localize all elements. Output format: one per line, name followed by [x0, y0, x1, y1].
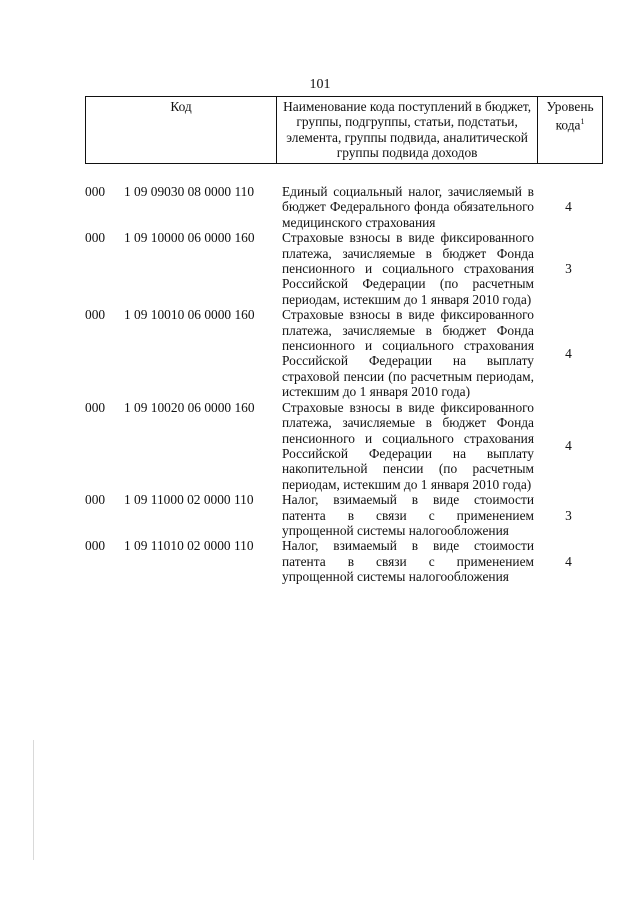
- header-level: Уровень кода: [546, 99, 594, 133]
- admin-code: 000: [85, 492, 106, 508]
- code-level: 4: [565, 199, 572, 215]
- code-level: 3: [565, 507, 572, 523]
- header-code: Код: [86, 97, 277, 164]
- table-row: [85, 307, 603, 399]
- table-row: [85, 400, 603, 492]
- header-level-footnote: 1: [580, 117, 585, 127]
- revenue-name: Страховые взносы в виде фиксированного платежа, зачисляемые в бюджет Фонда пенсионного и социального страхования Российской Федерации на выплату страховой пенсии (по расчетным периодам, истекшим до 1 января 2010 года): [282, 307, 534, 400]
- table-header: [85, 96, 603, 164]
- code-level: 4: [565, 345, 572, 361]
- code-level: 3: [565, 261, 572, 277]
- revenue-code: 1 09 11010 02 0000 110: [124, 538, 254, 554]
- revenue-code: 1 09 09030 08 0000 110: [124, 184, 255, 199]
- header-name: Наименование кода поступлений в бюджет, группы, подгруппы, статьи, подстатьи, элемента, группы подвида, аналитической группы подвида доходов: [277, 97, 538, 164]
- revenue-name: Страховые взносы в виде фиксированного платежа, зачисляемые в бюджет Фонда пенсионного и социального страхования Российской Федерации на выплату накопительной пенсии (по расчетным периодам, истекшим до 1 января 2010 года): [282, 399, 534, 492]
- admin-code: 000: [85, 184, 106, 199]
- revenue-name: Единый социальный налог, зачисляемый в бюджет Федерального фонда обязательного медицинского страхования: [282, 184, 534, 230]
- table-body: [85, 184, 603, 585]
- table-row: [85, 538, 603, 584]
- admin-code: 000: [85, 399, 106, 415]
- admin-code: 000: [85, 307, 106, 323]
- header-level-cell: [538, 97, 603, 164]
- scan-margin-line: [33, 740, 34, 860]
- admin-code: 000: [85, 538, 106, 554]
- revenue-code: 1 09 10020 06 0000 160: [124, 399, 255, 415]
- revenue-code: 1 09 10000 06 0000 160: [124, 230, 255, 246]
- code-level: 4: [565, 553, 572, 569]
- revenue-code: 1 09 11000 02 0000 110: [124, 492, 254, 508]
- table-row: [85, 184, 603, 230]
- revenue-code: 1 09 10010 06 0000 160: [124, 307, 255, 323]
- revenue-name: Налог, взимаемый в виде стоимости патента в связи с применением упрощенной системы налогообложения: [282, 538, 534, 585]
- admin-code: 000: [85, 230, 106, 246]
- table-row: [85, 492, 603, 538]
- revenue-name: Страховые взносы в виде фиксированного платежа, зачисляемые в бюджет Фонда пенсионного и социального страхования Российской Федерации (по расчетным периодам, истекшим до 1 января 2010 года): [282, 230, 534, 307]
- table-row: [85, 230, 603, 307]
- code-level: 4: [565, 438, 572, 454]
- page-number: 101: [309, 77, 331, 92]
- revenue-name: Налог, взимаемый в виде стоимости патента в связи с применением упрощенной системы налогообложения: [282, 492, 534, 538]
